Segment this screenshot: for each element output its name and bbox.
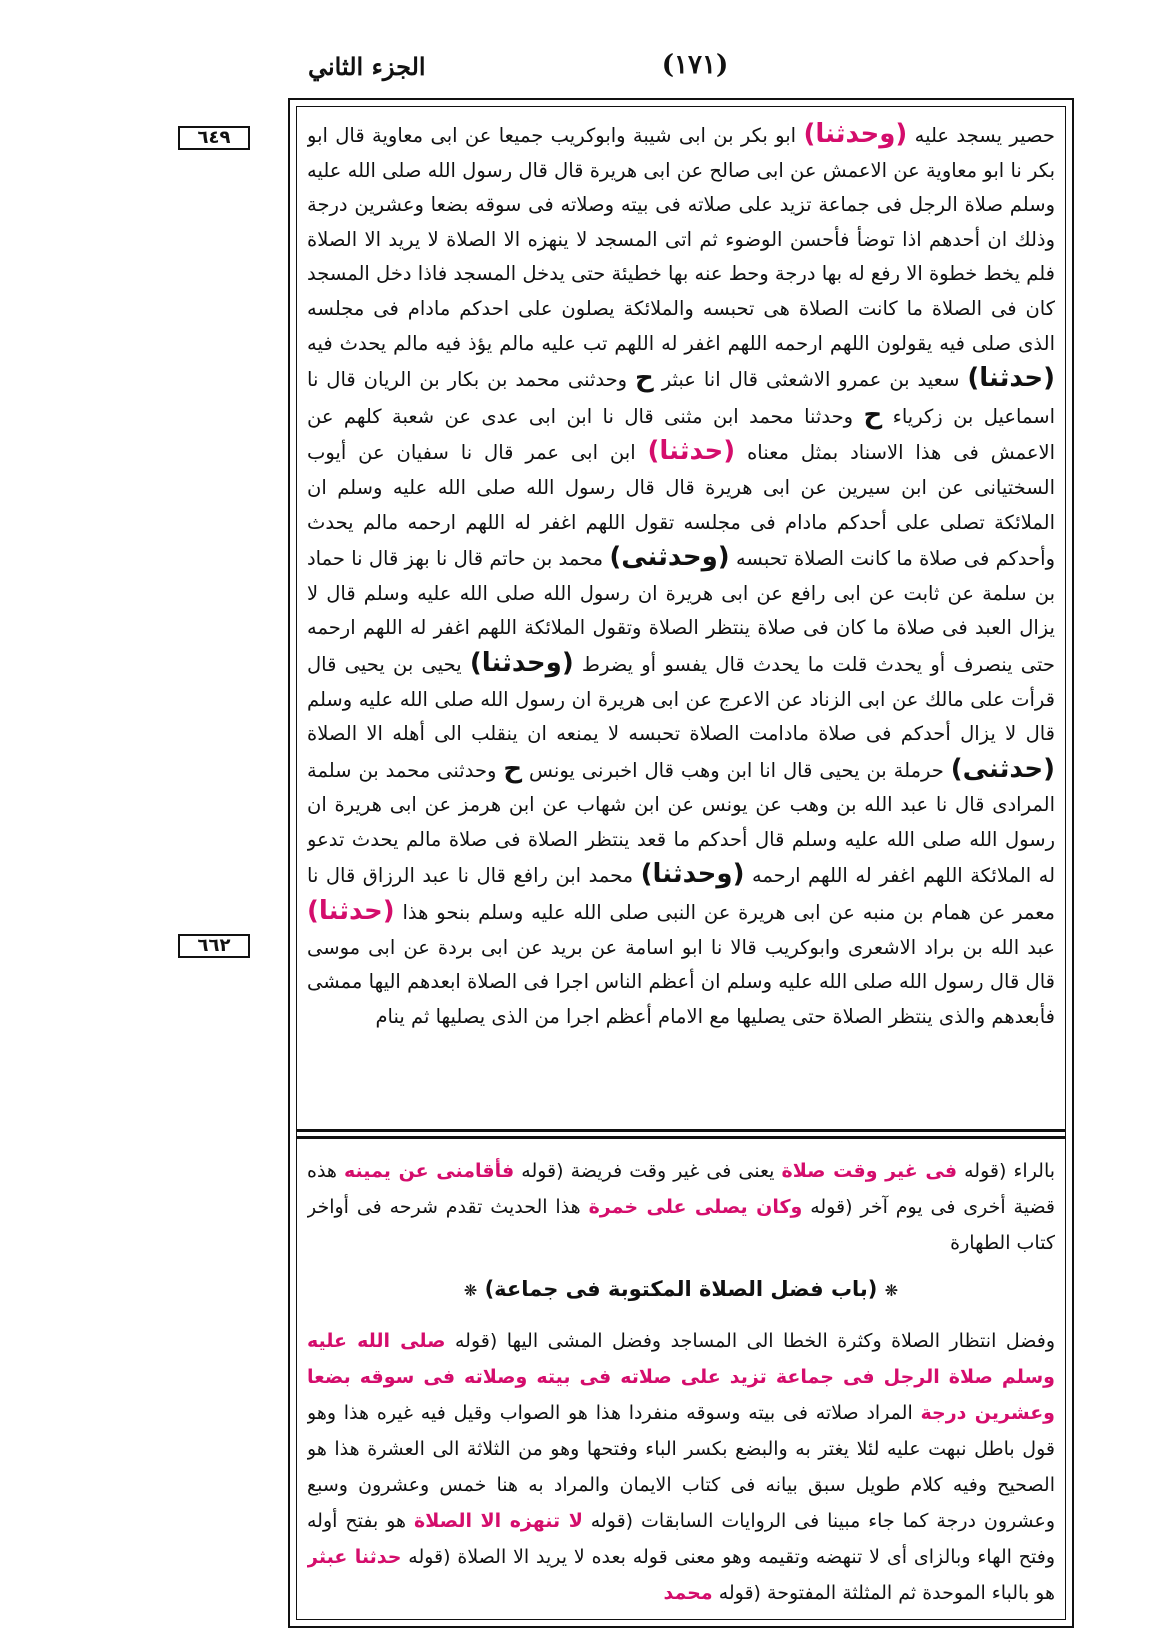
- text-run: سعيد بن عمرو الاشعثى قال انا عبثر: [661, 368, 960, 392]
- margin-hadith-number: ٦٦٢: [178, 934, 250, 958]
- commentary-paragraph: [307, 1323, 1055, 1609]
- tahwil-marker: ح: [503, 753, 523, 784]
- text-run: هذه قضية أخرى فى يوم آخر: [307, 1160, 1055, 1218]
- text-run: ابو بكر بن ابى شيبة وابوكريب جميعا عن ابى معاوية قال ابو بكر نا ابو معاوية عن الاعمش عن ابى صالح عن ابى هريرة قال قال رسول الله صلى الله عليه وسلم صلاة الرجل فى جماعة تزيد على صلاته فى بيته وصلاته فى سوقه بضعا وعشرين درجة وذلك ان أحدهم اذا توضأ فأحسن الوضوء ثم اتى المسجد لا ينهزه الا الصلاة لا يريد الا الصلاة فلم يخط خطوة الا رفع له بها درجة وحط عنه بها خطيئة حتى يدخل المسجد فاذا دخل المسجد كان فى الصلاة ما كانت الصلاة هى تحبسه والملائكة يصلون على احدكم مادام فى مجلسه الذى صلى فيه يقولون اللهم ارحمه اللهم اغفر له اللهم تب عليه مالم يؤذ فيه مالم يحدث فيه: [307, 124, 1055, 355]
- margin-hadith-number: ٦٤٩: [178, 126, 250, 150]
- text-run: محمد بن حاتم قال نا بهز قال نا حماد بن سلمة عن ثابت عن ابى رافع عن ابى هريرة ان رسول الله صلى الله عليه وسلم قال لا يزال العبد فى صلاة ما كان فى صلاة ينتظر الصلاة وتقول الملائكة اللهم اغفر له اللهم ارحمه حتى ينصرف أو يحدث قلت ما يحدث قال يفسو أو يضرط: [307, 547, 1055, 676]
- page-frame: [288, 98, 1074, 1628]
- text-run: حصير يسجد عليه: [914, 124, 1055, 147]
- star-ornament: ❋: [884, 1281, 899, 1300]
- text-run: يعنى فى غير وقت فريضة: [570, 1160, 775, 1182]
- chapter-label: (باب: [830, 1277, 878, 1301]
- narration-marker: (حدثنا): [967, 363, 1055, 394]
- page-header: [290, 50, 1080, 90]
- text-run: وفضل انتظار الصلاة وكثرة الخطا الى المساجد وفضل المشى اليها: [506, 1330, 1055, 1352]
- text-run: (قوله: [590, 1510, 634, 1532]
- text-run: ابن ابى عمر قال نا سفيان عن أيوب السختيانى عن ابن سيرين عن ابى هريرة قال قال رسول الله صلى الله عليه وسلم ان الملائكة تصلى على أحدكم مادام فى مجلسه تقول اللهم اغفر له اللهم ارحمه مالم يحدث وأحدكم فى صلاة ما كانت الصلاة تحبسه: [307, 441, 1055, 571]
- text-run: (قوله: [964, 1160, 1007, 1182]
- hadith-text: [307, 117, 1055, 1119]
- quoted-phrase: لا تنهزه الا الصلاة: [414, 1510, 583, 1532]
- text-run: المراد صلاته فى بيته وسوقه منفردا هذا هو الصواب وقيل فيه غيره هذا وهو قول باطل نبهت عليه لئلا يغتر به والبضع بكسر الباء وفتحها وهو من الثلاثة الى العشرة هذا هو الصحيح وفيه كلام طويل سبق بيانه فى كتاب الايمان والمراد به هنا خمس وعشرون وسبع وعشرون درجة كما جاء مبينا فى الروايات السابقات: [307, 1402, 1055, 1532]
- text-run: وحدثنى محمد بن بكار بن الريان قال نا اسماعيل بن زكرياء: [307, 368, 1055, 428]
- text-run: حرملة بن يحيى قال انا ابن وهب قال اخبرنى يونس: [529, 758, 944, 782]
- text-run: (قوله: [454, 1330, 498, 1352]
- commentary-paragraph: [307, 1153, 1055, 1261]
- text-run: (قوله: [408, 1546, 451, 1568]
- star-ornament: ❋: [463, 1281, 478, 1300]
- text-run: بالراء: [1013, 1160, 1055, 1182]
- narration-marker: (وحدثنى): [609, 542, 730, 573]
- tahwil-marker: ح: [863, 399, 883, 430]
- text-run: عبد الله بن براد الاشعرى وابوكريب قالا نا ابو اسامة عن بريد عن ابى بردة عن ابى موسى قال قال رسول الله صلى الله عليه وسلم ان أعظم الناس اجرا فى الصلاة ابعدهم اليها ممشى فأبعدهم والذى ينتظر الصلاة حتى يصليها مع الامام أعظم اجرا من الذى يصليها ثم ينام: [307, 935, 1055, 1028]
- text-run: محمد ابن رافع قال نا عبد الرزاق قال نا معمر عن همام بن منبه عن ابى هريرة عن النبى صلى الله عليه وسلم بنحو هذا: [307, 864, 1055, 925]
- text-run: يحيى بن يحيى قال قرأت على مالك عن ابى الزناد عن الاعرج عن ابى هريرة ان رسول الله صلى الله عليه وسلم قال لا يزال أحدكم فى صلاة مادامت الصلاة تحبسه لا يمنعه ان ينقلب الى أهله الا الصلاة: [307, 652, 1055, 746]
- hadith-paragraph: [307, 117, 1055, 1034]
- text-run: هو بفتح أوله وفتح الهاء وبالزاى أى لا تنهضه وتقيمه وهو معنى قوله بعده لا يريد الا الصلاة: [307, 1510, 1055, 1568]
- text-run: (قوله: [521, 1160, 564, 1182]
- quoted-phrase: محمد: [663, 1582, 713, 1604]
- narration-marker: (وحدثنا): [803, 119, 908, 149]
- chapter-title: فضل الصلاة المكتوبة فى جماعة): [484, 1277, 824, 1301]
- chapter-heading: [307, 1271, 1055, 1309]
- narration-marker: (وحدثنا): [640, 859, 745, 890]
- narration-marker: (وحدثنا): [469, 647, 574, 678]
- page-number: (١٧١): [661, 50, 729, 80]
- narration-marker: (حدثنا): [307, 896, 395, 927]
- quoted-phrase: وكان يصلى على خمرة: [588, 1196, 803, 1218]
- text-run: (قوله: [810, 1196, 853, 1218]
- quoted-phrase: صلى الله عليه وسلم صلاة الرجل فى جماعة تزيد على صلاته فى بيته وصلاته فى سوقه بضعا وعشرين درجة: [307, 1330, 1055, 1424]
- text-run: هو بالباء الموحدة ثم المثلثة المفتوحة: [767, 1582, 1055, 1604]
- quoted-phrase: حدثنا عبثر: [307, 1546, 402, 1568]
- commentary-text: [307, 1153, 1055, 1609]
- quoted-phrase: فى غير وقت صلاة: [781, 1160, 958, 1182]
- narration-marker: (حدثنى): [950, 753, 1055, 784]
- volume-title: الجزء الثاني: [308, 52, 426, 81]
- text-run: وحدثنى محمد بن سلمة المرادى قال نا عبد الله بن وهب عن يونس عن ابن شهاب عن ابن هرمز عن ابى هريرة ان رسول الله صلى الله عليه وسلم قال أحدكم ما قعد ينتظر الصلاة فى صلاة مالم يحدث تدعو له الملائكة اللهم اغفر له اللهم ارحمه: [307, 758, 1055, 888]
- text-run: (قوله: [718, 1582, 761, 1604]
- tahwil-marker: ح: [635, 363, 654, 394]
- page-frame-inner: [296, 106, 1066, 1620]
- text-run: هذا الحديث تقدم شرحه فى أواخر كتاب الطهارة: [307, 1196, 1055, 1254]
- text-run: وحدثنا محمد ابن مثنى قال نا ابن ابى عدى عن شعبة كلهم عن الاعمش فى هذا الاسناد بمثل معناه: [307, 404, 1055, 465]
- quoted-phrase: فأقامنى عن يمينه: [344, 1160, 515, 1182]
- section-divider: [297, 1129, 1065, 1139]
- narration-marker: (حدثنا): [647, 436, 736, 467]
